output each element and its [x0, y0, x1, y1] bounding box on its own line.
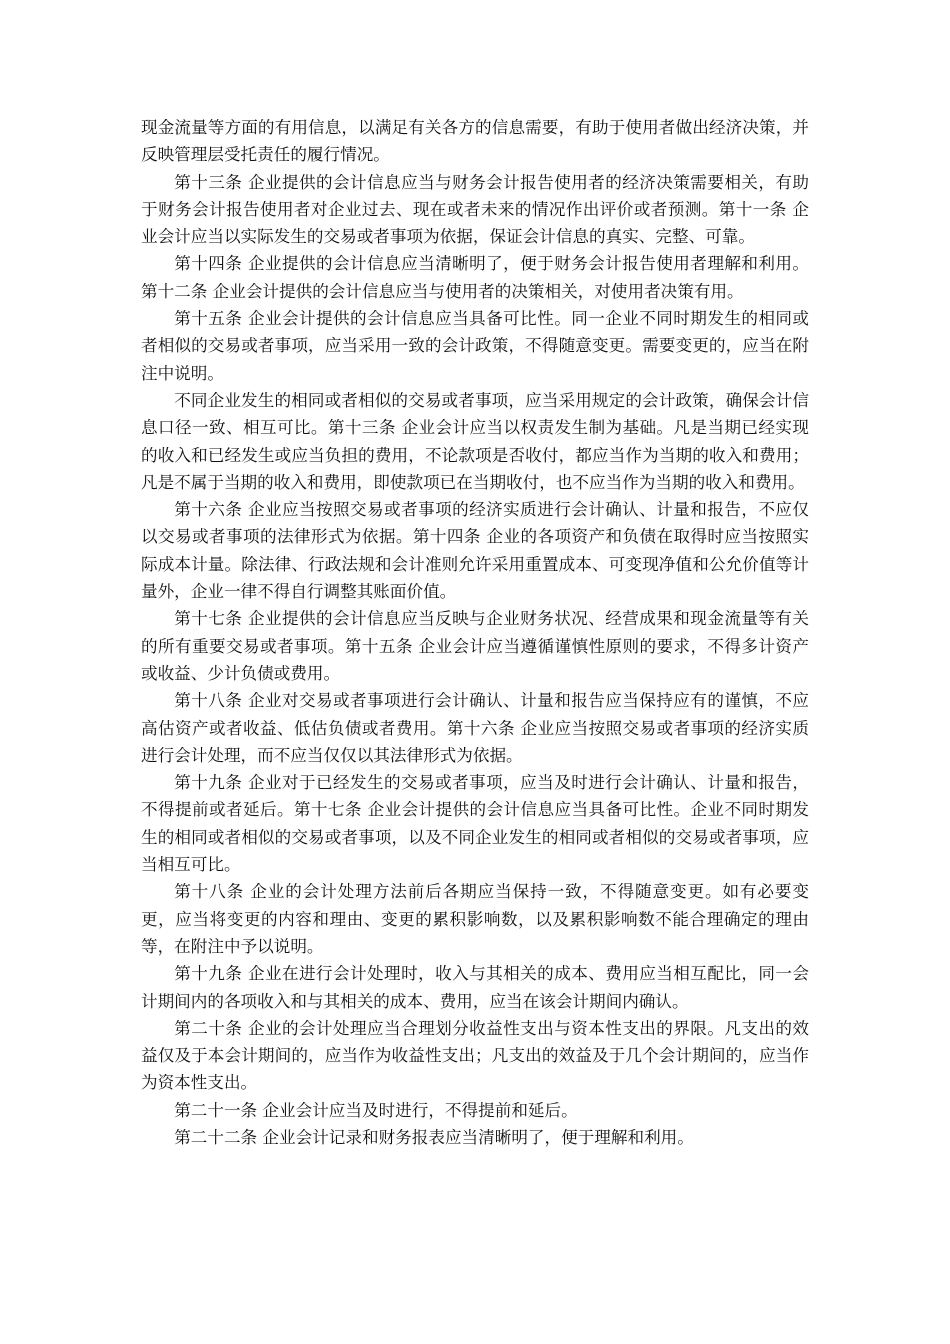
paragraph-continuation: 现金流量等方面的有用信息，以满足有关各方的信息需要，有助于使用者做出经济决策，并反映管理层受托责任的履行情况。 [141, 118, 809, 165]
paragraph-article-19: 第十九条 企业对于已经发生的交易或者事项，应当及时进行会计确认、计量和报告，不得提前或者延后。第十七条 企业会计提供的会计信息应当具备可比性。企业不同时期发生的相同或者相似的交易或者事项，以及不同企业发生的相同或者相似的交易或者事项，应当相互可比。 [141, 773, 809, 875]
paragraph-article-20: 第二十条 企业的会计处理应当合理划分收益性支出与资本性支出的界限。凡支出的效益仅及于本会计期间的，应当作为收益性支出；凡支出的效益及于几个会计期间的，应当作为资本性支出。 [141, 1018, 809, 1093]
paragraph-article-21: 第二十一条 企业会计应当及时进行，不得提前和延后。 [174, 1100, 578, 1120]
document-body [141, 114, 809, 1151]
paragraph-article-18: 第十八条 企业对交易或者事项进行会计确认、计量和报告应当保持应有的谨慎，不应高估资产或者收益、低估负债或者费用。第十六条 企业应当按照交易或者事项的经济实质进行会计处理，而不应当仅仅以其法律形式为依据。 [141, 691, 809, 765]
paragraph-comparability: 不同企业发生的相同或者相似的交易或者事项，应当采用规定的会计政策，确保会计信息口径一致、相互可比。第十三条 企业会计应当以权责发生制为基础。凡是当期已经实现的收入和已经发生或应当负担的费用，不论款项是否收付，都应当作为当期的收入和费用；凡是不属于当期的收入和费用，即使款项已在当期收付，也不应当作为当期的收入和费用。 [141, 390, 809, 492]
paragraph-article-18-consistency: 第十八条 企业的会计处理方法前后各期应当保持一致，不得随意变更。如有必要变更，应当将变更的内容和理由、变更的累积影响数，以及累积影响数不能合理确定的理由等，在附注中予以说明。 [141, 882, 809, 956]
paragraph-article-16: 第十六条 企业应当按照交易或者事项的经济实质进行会计确认、计量和报告，不应仅以交易或者事项的法律形式为依据。第十四条 企业的各项资产和负债在取得时应当按照实际成本计量。除法律、行政法规和会计准则允许采用重置成本、可变现净值和公允价值等计量外，企业一律不得自行调整其账面价值。 [141, 500, 809, 602]
paragraph-article-15: 第十五条 企业会计提供的会计信息应当具备可比性。同一企业不同时期发生的相同或者相似的交易或者事项，应当采用一致的会计政策，不得随意变更。需要变更的，应当在附注中说明。 [141, 309, 809, 383]
paragraph-article-14: 第十四条 企业提供的会计信息应当清晰明了，便于财务会计报告使用者理解和利用。第十二条 企业会计提供的会计信息应当与使用者的决策相关，对使用者决策有用。 [141, 254, 809, 301]
paragraph-article-13: 第十三条 企业提供的会计信息应当与财务会计报告使用者的经济决策需要相关，有助于财务会计报告使用者对企业过去、现在或者未来的情况作出评价或者预测。第十一条 企业会计应当以实际发生的交易或者事项为依据，保证会计信息的真实、完整、可靠。 [141, 172, 809, 247]
paragraph-article-22: 第二十二条 企业会计记录和财务报表应当清晰明了，便于理解和利用。 [174, 1127, 694, 1147]
paragraph-article-19-matching: 第十九条 企业在进行会计处理时，收入与其相关的成本、费用应当相互配比，同一会计期间内的各项收入和与其相关的成本、费用，应当在该会计期间内确认。 [141, 964, 809, 1011]
paragraph-article-17: 第十七条 企业提供的会计信息应当反映与企业财务状况、经营成果和现金流量等有关的所有重要交易或者事项。第十五条 企业会计应当遵循谨慎性原则的要求，不得多计资产或收益、少计负债或费用。 [141, 609, 809, 683]
